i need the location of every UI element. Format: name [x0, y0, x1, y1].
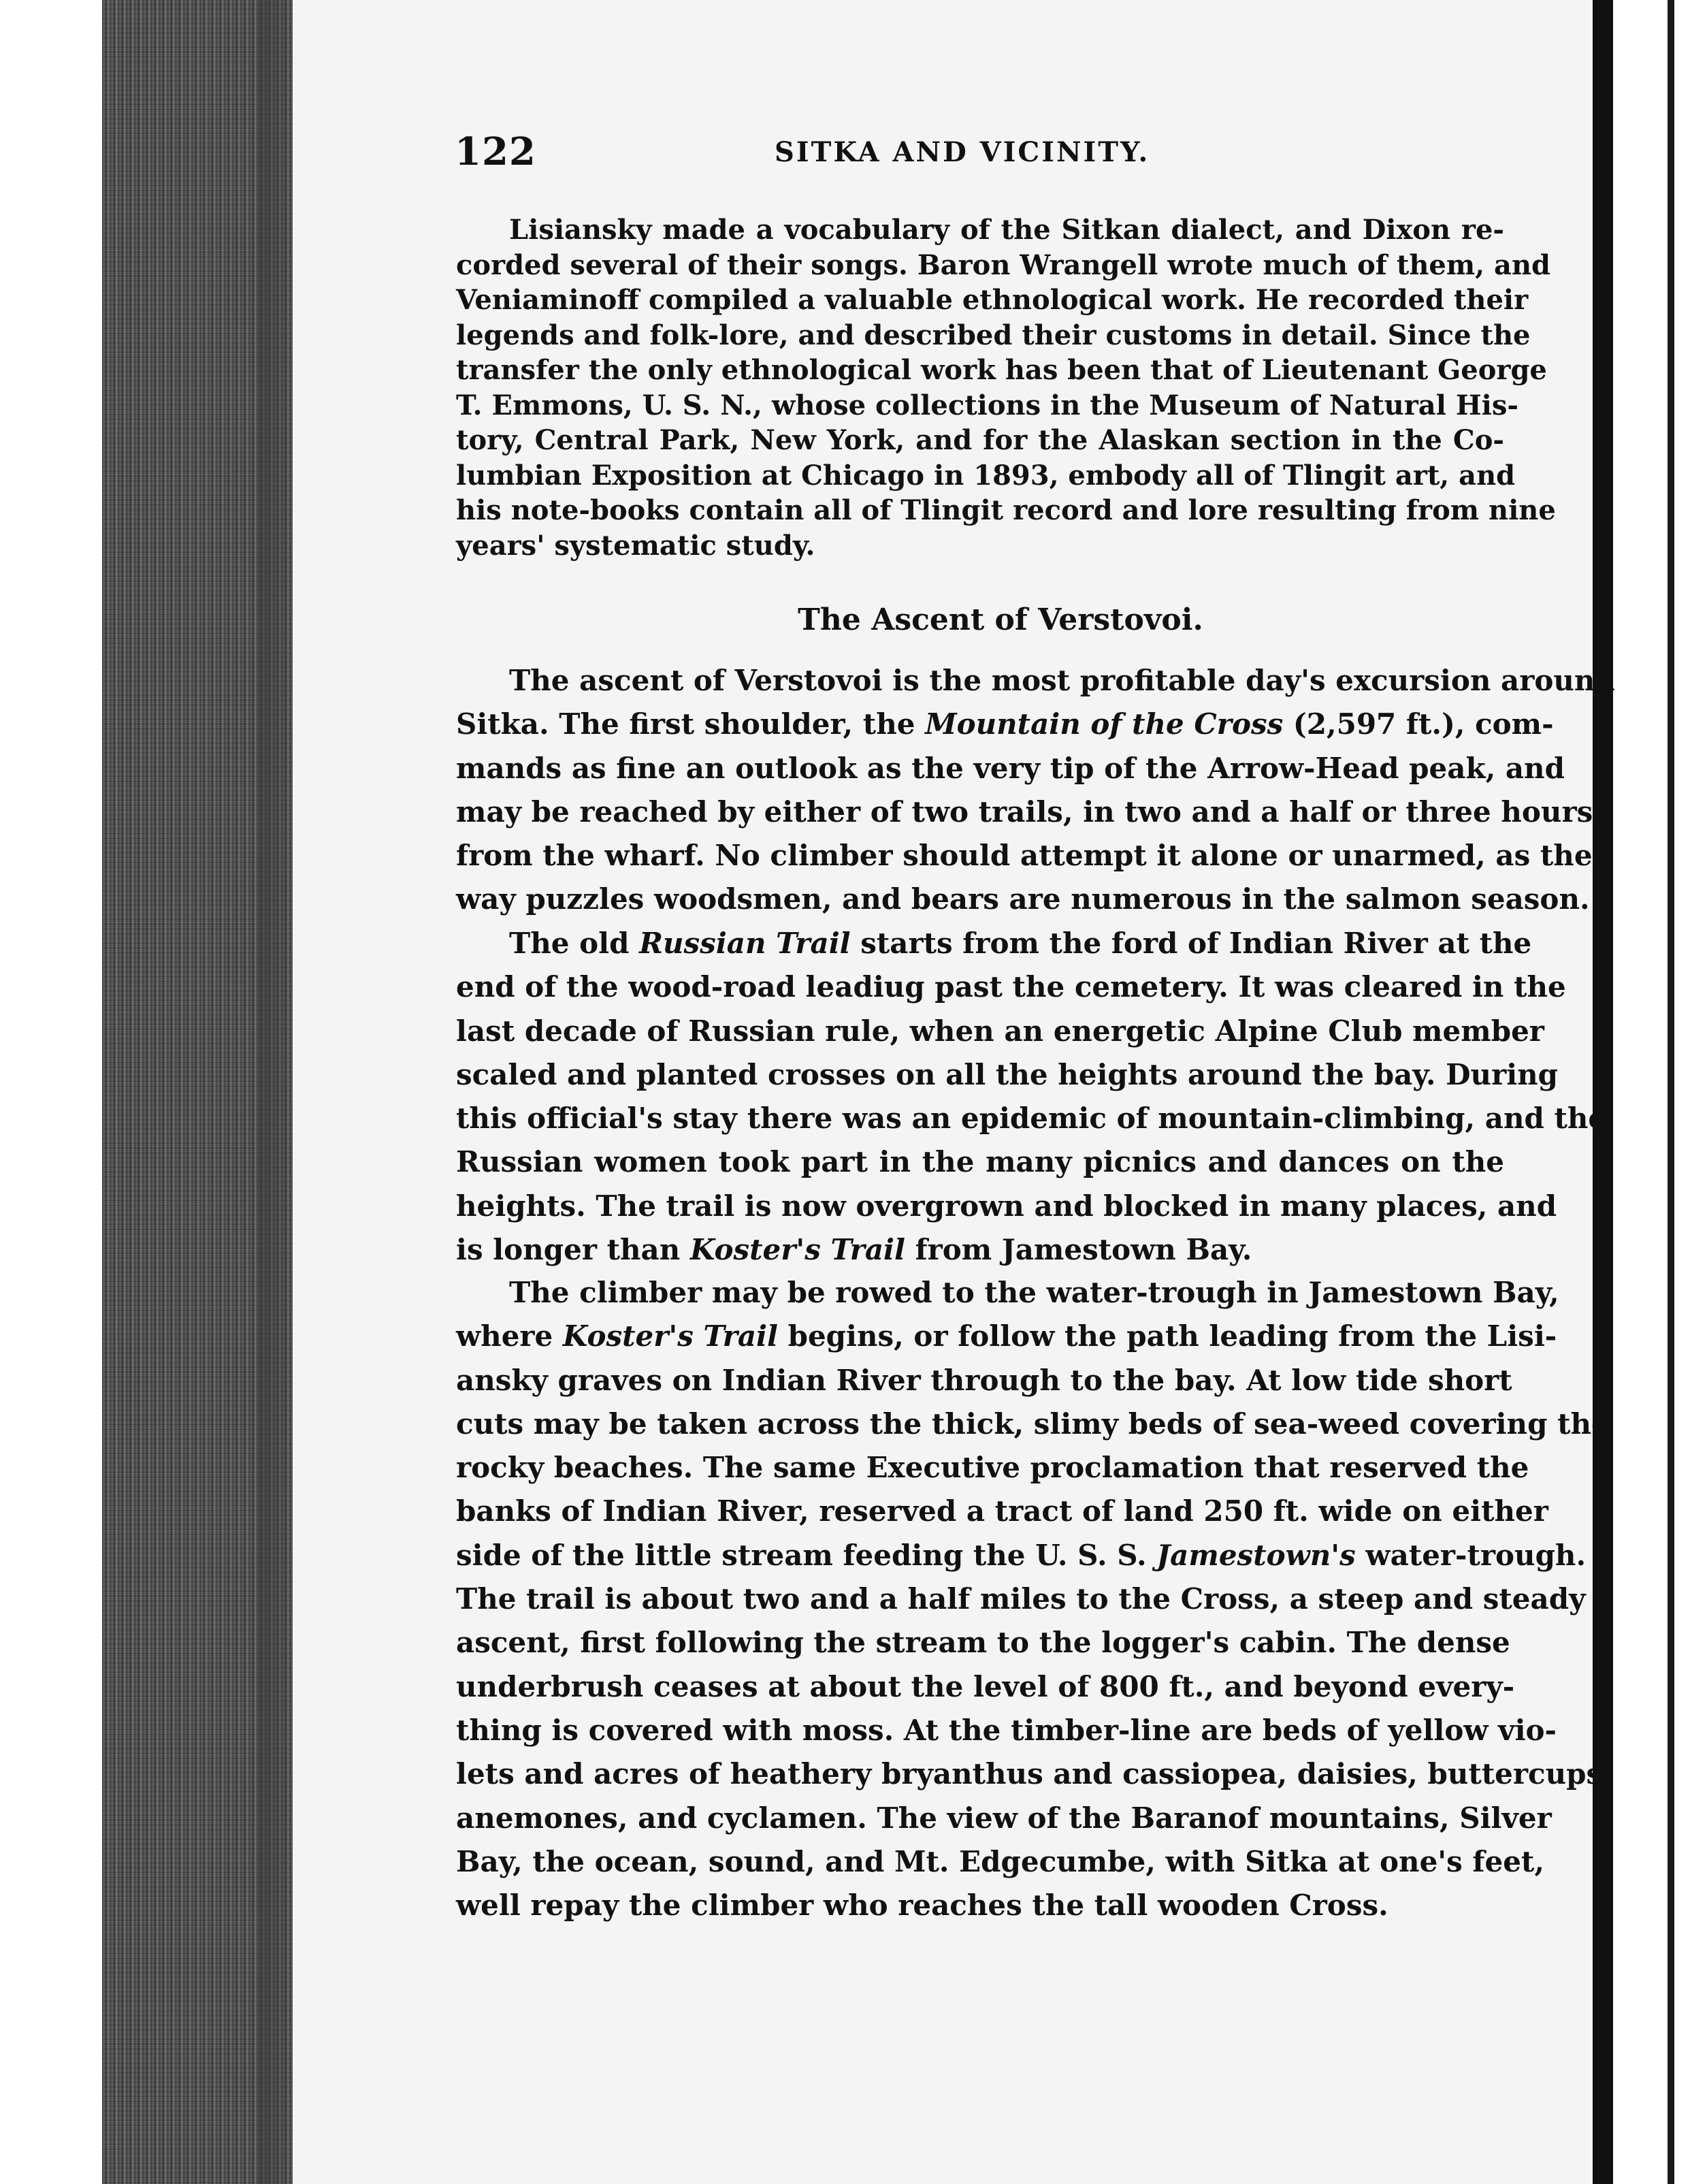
- running-title: SITKA AND VICINITY.: [775, 136, 1150, 168]
- text-line: lumbian Exposition at Chicago in 1893, embody all of Tlingit art, and: [456, 459, 1516, 492]
- italic-text-run: Mountain of the Cross: [925, 707, 1284, 741]
- text-line: [456, 1097, 1607, 1140]
- text-run: anemones, and cyclamen. The view of the Baranof mountains, Silver: [456, 1801, 1552, 1835]
- text-run: Russian women took part in the many picnics and dances on the: [456, 1145, 1504, 1179]
- text-run: thing is covered with moss. At the timber-line are beds of yellow vio-: [456, 1713, 1557, 1747]
- text-run: from the wharf. No climber should attempt it alone or unarmed, as the: [456, 839, 1593, 873]
- text-run: The ascent of Verstovoi is the most profitable day's excursion around: [509, 664, 1615, 697]
- italic-text-run: Koster's Trail: [562, 1319, 778, 1353]
- text-line: [456, 703, 1554, 746]
- text-run: is longer than: [456, 1233, 690, 1267]
- text-line: [456, 1359, 1512, 1402]
- text-line: his note-books contain all of Tlingit record and lore resulting from nine: [456, 494, 1556, 526]
- text-run: from Jamestown Bay.: [905, 1233, 1252, 1267]
- text-run: Bay, the ocean, sound, and Mt. Edgecumbe, with Sitka at one's feet,: [456, 1844, 1544, 1878]
- text-line: [456, 1490, 1548, 1533]
- right-margin: [1613, 0, 1668, 2184]
- text-line: [456, 1797, 1552, 1840]
- text-run: well repay the climber who reaches the tall wooden Cross.: [456, 1889, 1388, 1923]
- text-line: transfer the only ethnological work has been that of Lieutenant George: [456, 354, 1547, 386]
- text-run: side of the little stream feeding the U. S. S.: [456, 1538, 1157, 1572]
- text-run: lets and acres of heathery bryanthus and cassiopea, daisies, buttercups,: [456, 1757, 1612, 1791]
- text-run: begins, or follow the path leading from the Lisi-: [777, 1319, 1557, 1353]
- text-run: where: [456, 1319, 563, 1353]
- text-run: cuts may be taken across the thick, slimy beds of sea-weed covering the: [456, 1407, 1610, 1441]
- text-run: (2,597 ft.), com-: [1283, 707, 1554, 741]
- page-number: 122: [455, 129, 536, 174]
- text-run: last decade of Russian rule, when an energetic Alpine Club member: [456, 1014, 1544, 1048]
- section-heading: [456, 603, 1504, 637]
- text-line: [456, 659, 1615, 703]
- far-right-margin: [1674, 0, 1707, 2184]
- text-line: [456, 1840, 1544, 1884]
- text-line: corded several of their songs. Baron Wrangell wrote much of them, and: [456, 248, 1551, 281]
- next-page-edge: [1668, 0, 1674, 2184]
- text-line: tory, Central Park, New York, and for the Alaskan section in the Co-: [456, 424, 1504, 456]
- text-line: [456, 1315, 1557, 1358]
- text-run: Sitka. The first shoulder, the: [456, 707, 926, 741]
- text-run: banks of Indian River, reserved a tract of land 250 ft. wide on either: [456, 1494, 1548, 1528]
- text-run: scaled and planted crosses on all the heights around the bay. During: [456, 1057, 1559, 1091]
- text-run: mands as fine an outlook as the very tip of the Arrow-Head peak, and: [456, 751, 1565, 785]
- text-run: heights. The trail is now overgrown and blocked in many places, and: [456, 1189, 1557, 1223]
- text-line: years' systematic study.: [456, 529, 815, 562]
- text-line: [456, 1577, 1586, 1621]
- text-line: T. Emmons, U. S. N., whose collections in the Museum of Natural His-: [456, 389, 1518, 421]
- italic-text-run: Jamestown's: [1156, 1538, 1356, 1572]
- text-line: legends and folk-lore, and described their customs in detail. Since the: [456, 319, 1531, 351]
- italic-text-run: Koster's Trail: [689, 1233, 905, 1267]
- text-line: [456, 1402, 1610, 1446]
- text-line: [456, 834, 1593, 878]
- text-run: underbrush ceases at about the level of 800 ft., and beyond every-: [456, 1669, 1515, 1703]
- text-run: may be reached by either of two trails, in two and a half or three hours: [456, 794, 1593, 829]
- text-line: [456, 1185, 1557, 1228]
- text-run: ansky graves on Indian River through to the bay. At low tide short: [456, 1363, 1512, 1397]
- right-page-edge: [1593, 0, 1613, 2184]
- text-run: end of the wood-road leadiug past the cemetery. It was cleared in the: [456, 970, 1566, 1004]
- text-run: The climber may be rowed to the water-trough in Jamestown Bay,: [509, 1276, 1559, 1309]
- text-line: [456, 922, 1532, 965]
- text-line: [456, 1446, 1529, 1490]
- text-run: ascent, first following the stream to the logger's cabin. The dense: [456, 1626, 1510, 1660]
- text-line: [456, 1228, 1504, 1272]
- paragraph-2: [456, 659, 1615, 922]
- text-run: water-trough.: [1355, 1538, 1587, 1572]
- binding-fade: [259, 0, 293, 2184]
- paragraph-4: [456, 1271, 1612, 1927]
- running-head: [455, 129, 1503, 184]
- text-run: this official's stay there was an epidemic of mountain-climbing, and the: [456, 1102, 1607, 1136]
- text-run: The old: [509, 927, 640, 960]
- text-line: [456, 1709, 1557, 1752]
- text-line: [456, 1534, 1587, 1577]
- section-heading-text: The Ascent of Verstovoi.: [798, 603, 1203, 637]
- text-run: rocky beaches. The same Executive proclamation that reserved the: [456, 1451, 1529, 1485]
- text-line: [456, 747, 1565, 790]
- text-line: [456, 1140, 1504, 1184]
- text-line: [456, 790, 1593, 834]
- text-line: Veniaminoff compiled a valuable ethnological work. He recorded their: [456, 284, 1529, 316]
- text-line: [456, 878, 1590, 921]
- text-line: [456, 1053, 1559, 1097]
- text-line: [456, 1621, 1510, 1665]
- italic-text-run: Russian Trail: [639, 927, 851, 960]
- text-line: [456, 965, 1566, 1009]
- text-line: [456, 1884, 1504, 1927]
- text-line: [456, 1665, 1515, 1709]
- left-margin: [0, 0, 119, 2184]
- paragraph-3: [456, 922, 1607, 1272]
- text-line: [456, 1271, 1559, 1315]
- text-run: starts from the ford of Indian River at the: [850, 927, 1532, 960]
- text-line: [456, 1010, 1544, 1053]
- text-line: Lisiansky made a vocabulary of the Sitkan dialect, and Dixon re-: [509, 214, 1504, 246]
- text-line: [456, 1752, 1612, 1796]
- text-run: way puzzles woodsmen, and bears are numerous in the salmon season.: [456, 882, 1590, 916]
- text-run: The trail is about two and a half miles to the Cross, a steep and steady: [456, 1582, 1586, 1616]
- paragraph-1: [456, 212, 1556, 563]
